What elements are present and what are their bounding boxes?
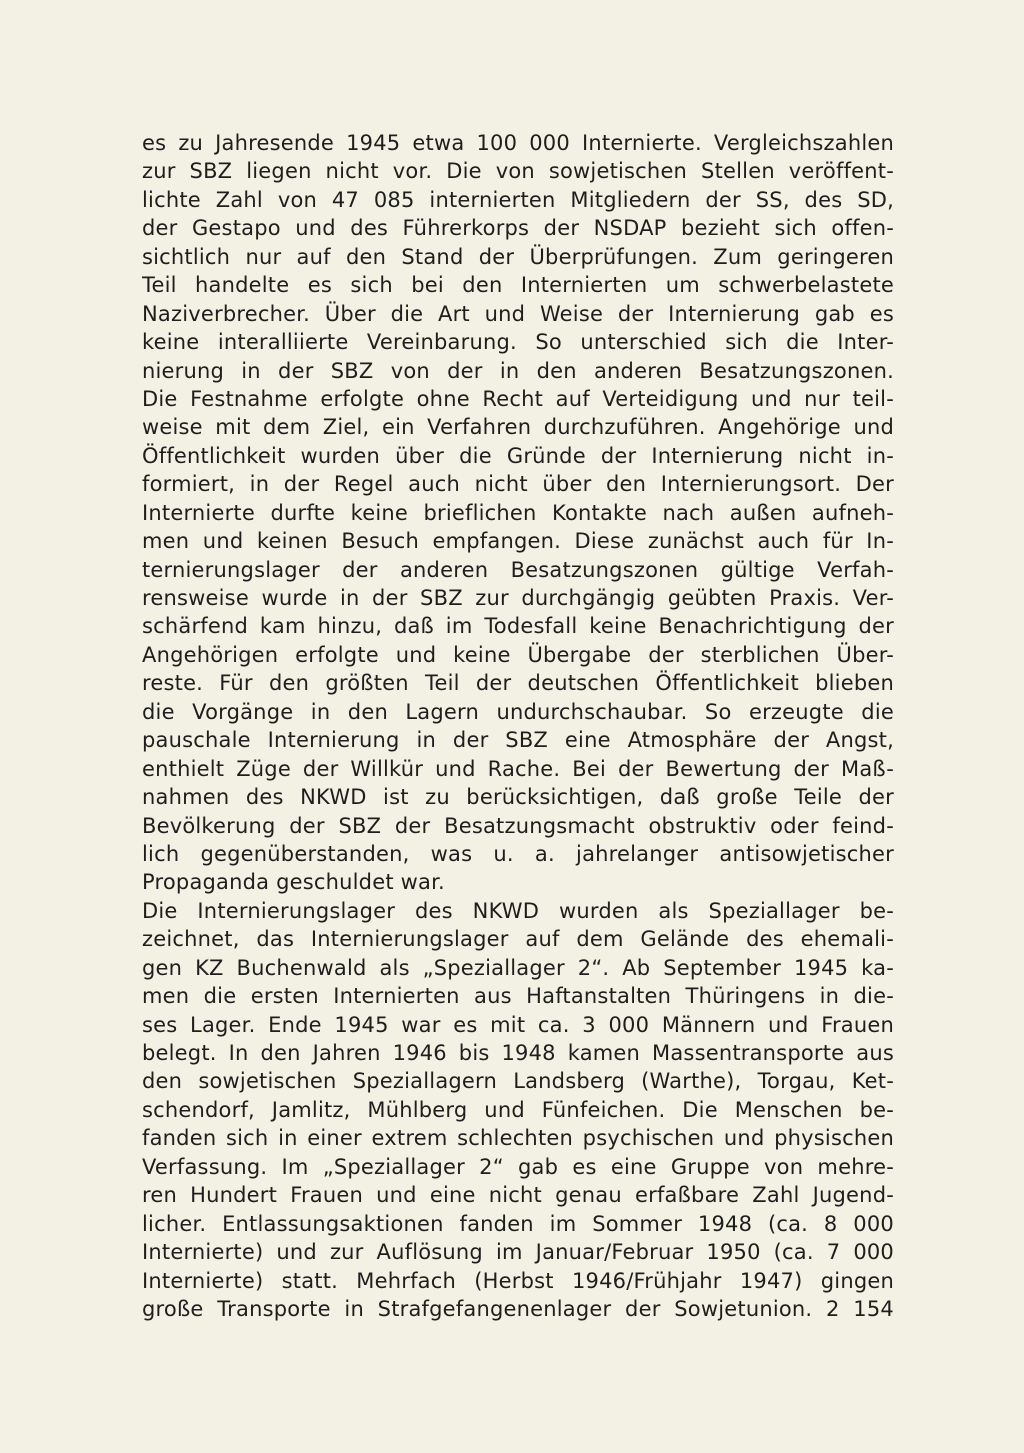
text-line: Bevölkerung der SBZ der Besatzungsmacht obstruktiv oder feind- [142, 813, 894, 838]
text-line: den sowjetischen Speziallagern Landsberg (Warthe), Torgau, Ket- [142, 1069, 894, 1094]
text-line: licher. Entlassungsaktionen fanden im Sommer 1948 (ca. 8 000 [142, 1211, 894, 1236]
text-line: ren Hundert Frauen und eine nicht genau erfaßbare Zahl Jugend- [142, 1183, 894, 1208]
text-line: gen KZ Buchenwald als „Speziallager 2“. Ab September 1945 ka- [142, 955, 894, 980]
text-line: schendorf, Jamlitz, Mühlberg und Fünfeichen. Die Menschen be- [142, 1097, 894, 1122]
text-line: Internierte) und zur Auflösung im Januar/Februar 1950 (ca. 7 000 [142, 1240, 894, 1265]
text-line: Teil handelte es sich bei den Internierten um schwerbelastete [142, 273, 894, 298]
text-line: rensweise wurde in der SBZ zur durchgängig geübten Praxis. Ver- [142, 586, 894, 610]
text-line: ses Lager. Ende 1945 war es mit ca. 3 000 Männern und Frauen [142, 1012, 894, 1037]
text-line: Die Internierungslager des NKWD wurden als Speziallager be- [142, 898, 894, 923]
text-line: nahmen des NKWD ist zu berücksichtigen, daß große Teile der [142, 785, 894, 810]
body-text [142, 129, 894, 1323]
text-line: zeichnet, das Internierungslager auf dem Gelände des ehemali- [142, 927, 894, 952]
text-line: zur SBZ liegen nicht vor. Die von sowjetischen Stellen veröffent- [142, 159, 894, 184]
text-line: Naziverbrecher. Über die Art und Weise der Internierung gab es [142, 301, 894, 326]
text-line: Verfassung. Im „Speziallager 2“ gab es eine Gruppe von mehre- [142, 1154, 894, 1179]
text-line: Öffentlichkeit wurden über die Gründe der Internierung nicht in- [142, 443, 894, 468]
text-line: Propaganda geschuldet war. [142, 870, 445, 895]
text-line: Internierte) statt. Mehrfach (Herbst 1946/Frühjahr 1947) gingen [142, 1268, 894, 1293]
text-line: belegt. In den Jahren 1946 bis 1948 kamen Massentransporte aus [142, 1041, 894, 1065]
text-line: weise mit dem Ziel, ein Verfahren durchzuführen. Angehörige und [142, 415, 894, 440]
text-line: reste. Für den größten Teil der deutschen Öffentlichkeit blieben [142, 671, 894, 696]
text-line: schärfend kam hinzu, daß im Todesfall keine Benachrichtigung der [142, 614, 894, 639]
text-line: men und keinen Besuch empfangen. Diese zunächst auch für In- [142, 529, 894, 554]
text-line: keine interalliierte Vereinbarung. So unterschied sich die Inter- [142, 330, 894, 355]
text-line: formiert, in der Regel auch nicht über den Internierungsort. Der [142, 472, 894, 497]
text-line: der Gestapo und des Führerkorps der NSDAP bezieht sich offen- [142, 216, 894, 241]
text-line: die Vorgänge in den Lagern undurchschaubar. So erzeugte die [142, 699, 894, 724]
text-line: Internierte durfte keine brieflichen Kontakte nach außen aufneh- [142, 500, 894, 525]
text-line: men die ersten Internierten aus Haftanstalten Thüringens in die- [142, 984, 894, 1009]
text-line: pauschale Internierung in der SBZ eine Atmosphäre der Angst, [142, 728, 894, 753]
text-line: lichte Zahl von 47 085 internierten Mitgliedern der SS, des SD, [142, 187, 894, 212]
text-line: lich gegenüberstanden, was u. a. jahrelanger antisowjetischer [142, 841, 894, 866]
text-line: enthielt Züge der Willkür und Rache. Bei der Bewertung der Maß- [142, 756, 894, 781]
text-line: sichtlich nur auf den Stand der Überprüfungen. Zum geringeren [142, 244, 894, 269]
text-line: ternierungslager der anderen Besatzungszonen gültige Verfah- [142, 557, 894, 582]
text-line: nierung in der SBZ von der in den anderen Besatzungszonen. [142, 358, 894, 383]
text-line: Die Festnahme erfolgte ohne Recht auf Verteidigung und nur teil- [142, 386, 894, 411]
text-line: große Transporte in Strafgefangenenlager der Sowjetunion. 2 154 [142, 1296, 894, 1321]
text-line: es zu Jahresende 1945 etwa 100 000 Internierte. Vergleichszahlen [142, 131, 894, 155]
text-line: Angehörigen erfolgte und keine Übergabe der sterblichen Über- [142, 642, 894, 667]
text-line: fanden sich in einer extrem schlechten psychischen und physischen [142, 1126, 894, 1151]
